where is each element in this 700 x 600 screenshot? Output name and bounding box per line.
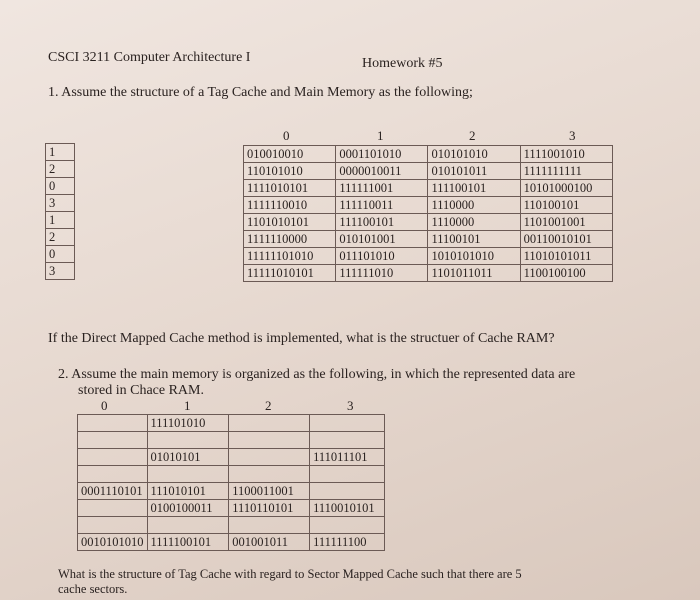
table-cell: 2 bbox=[46, 161, 75, 178]
table-cell: 1101011011 bbox=[428, 265, 520, 282]
table-cell bbox=[78, 500, 148, 517]
table-cell: 1 bbox=[46, 212, 75, 229]
table-cell bbox=[78, 517, 148, 534]
table-cell bbox=[147, 517, 229, 534]
table-cell: 3 bbox=[46, 195, 75, 212]
table-cell: 0 bbox=[46, 246, 75, 263]
table-row bbox=[46, 178, 75, 195]
column-header: 1 bbox=[377, 128, 384, 143]
table-cell: 1110110101 bbox=[229, 500, 310, 517]
table-cell: 11111101010 bbox=[244, 248, 336, 265]
table-cell: 010101010 bbox=[428, 146, 520, 163]
table-cell: 010010010 bbox=[244, 146, 336, 163]
homework-title: Homework #5 bbox=[362, 56, 443, 71]
column-header: 2 bbox=[469, 128, 476, 143]
table-cell: 11010101011 bbox=[520, 248, 612, 265]
table-cell: 1111111111 bbox=[520, 163, 612, 180]
table-row bbox=[78, 449, 385, 466]
table-cell: 10101000100 bbox=[520, 180, 612, 197]
table-cell bbox=[78, 449, 148, 466]
column-header: 2 bbox=[265, 398, 272, 413]
table-cell: 111111100 bbox=[310, 534, 385, 551]
table-row bbox=[78, 432, 385, 449]
table-cell bbox=[147, 432, 229, 449]
table-cell bbox=[310, 483, 385, 500]
table-cell: 110100101 bbox=[520, 197, 612, 214]
table-cell: 00110010101 bbox=[520, 231, 612, 248]
table-row bbox=[46, 212, 75, 229]
tag-cache-table bbox=[45, 143, 75, 280]
table-cell: 2 bbox=[46, 229, 75, 246]
table-cell bbox=[310, 432, 385, 449]
table-cell: 1100100100 bbox=[520, 265, 612, 282]
table-row bbox=[78, 517, 385, 534]
table-cell: 1 bbox=[46, 144, 75, 161]
table-row bbox=[46, 195, 75, 212]
table-row bbox=[46, 161, 75, 178]
table-row bbox=[78, 415, 385, 432]
main-memory-table bbox=[243, 145, 613, 282]
table-cell: 011101010 bbox=[336, 248, 428, 265]
table-cell: 1111001010 bbox=[520, 146, 612, 163]
table-cell: 111111001 bbox=[336, 180, 428, 197]
table-cell bbox=[310, 415, 385, 432]
table-cell: 110101010 bbox=[244, 163, 336, 180]
cache-ram-table bbox=[77, 414, 385, 551]
table-cell: 111110011 bbox=[336, 197, 428, 214]
table-cell: 3 bbox=[46, 263, 75, 280]
table-cell bbox=[78, 415, 148, 432]
q1-question: If the Direct Mapped Cache method is implemented, what is the structuer of Cache RAM? bbox=[48, 331, 555, 346]
table-row bbox=[46, 246, 75, 263]
table-cell: 111011101 bbox=[310, 449, 385, 466]
table-row bbox=[244, 180, 613, 197]
table-cell: 111100101 bbox=[336, 214, 428, 231]
table-cell: 1111110000 bbox=[244, 231, 336, 248]
table-row bbox=[46, 229, 75, 246]
table-row bbox=[244, 197, 613, 214]
table-cell: 11100101 bbox=[428, 231, 520, 248]
table-cell: 1110000 bbox=[428, 197, 520, 214]
table-row bbox=[78, 534, 385, 551]
table-cell bbox=[310, 517, 385, 534]
q2-question-line2: cache sectors. bbox=[58, 582, 128, 596]
table-row bbox=[244, 163, 613, 180]
table-cell: 0100100011 bbox=[147, 500, 229, 517]
column-header: 0 bbox=[101, 398, 108, 413]
table-cell: 111111010 bbox=[336, 265, 428, 282]
table-cell: 1110000 bbox=[428, 214, 520, 231]
table-cell bbox=[78, 432, 148, 449]
table-cell: 1101001001 bbox=[520, 214, 612, 231]
q1-text: 1. Assume the structure of a Tag Cache and Main Memory as the following; bbox=[48, 85, 473, 100]
q2-question-line1: What is the structure of Tag Cache with regard to Sector Mapped Cache such that there are 5 bbox=[58, 567, 522, 581]
table-cell bbox=[229, 449, 310, 466]
table-cell: 111010101 bbox=[147, 483, 229, 500]
table-cell bbox=[78, 466, 148, 483]
table-row bbox=[78, 466, 385, 483]
table-row bbox=[46, 144, 75, 161]
column-header: 3 bbox=[347, 398, 354, 413]
table-cell: 1110010101 bbox=[310, 500, 385, 517]
q2-text-line1: 2. Assume the main memory is organized as the following, in which the represented data are bbox=[58, 367, 576, 382]
table-cell: 11111010101 bbox=[244, 265, 336, 282]
table-row bbox=[46, 263, 75, 280]
table-cell: 0001101010 bbox=[336, 146, 428, 163]
table-cell bbox=[310, 466, 385, 483]
table-row bbox=[244, 214, 613, 231]
table-cell: 1100011001 bbox=[229, 483, 310, 500]
column-header: 1 bbox=[184, 398, 191, 413]
table-row bbox=[244, 265, 613, 282]
table-cell: 01010101 bbox=[147, 449, 229, 466]
table-cell: 010101011 bbox=[428, 163, 520, 180]
table-cell: 1010101010 bbox=[428, 248, 520, 265]
q2-text-line2: stored in Chace RAM. bbox=[78, 383, 204, 398]
table-row bbox=[244, 146, 613, 163]
table-cell bbox=[147, 466, 229, 483]
table-cell: 1111010101 bbox=[244, 180, 336, 197]
table-cell: 0010101010 bbox=[78, 534, 148, 551]
table-row bbox=[78, 483, 385, 500]
course-title: CSCI 3211 Computer Architecture I bbox=[48, 50, 251, 65]
table-cell bbox=[229, 517, 310, 534]
table-cell: 1101010101 bbox=[244, 214, 336, 231]
table-row bbox=[244, 231, 613, 248]
table-cell: 1111110010 bbox=[244, 197, 336, 214]
column-header: 3 bbox=[569, 128, 576, 143]
table-row bbox=[78, 500, 385, 517]
table-cell: 111100101 bbox=[428, 180, 520, 197]
table-cell: 0000010011 bbox=[336, 163, 428, 180]
column-header: 0 bbox=[283, 128, 290, 143]
table-cell: 010101001 bbox=[336, 231, 428, 248]
table-cell bbox=[229, 466, 310, 483]
table-cell: 1111100101 bbox=[147, 534, 229, 551]
table-cell: 0 bbox=[46, 178, 75, 195]
table-cell bbox=[229, 415, 310, 432]
table-cell: 111101010 bbox=[147, 415, 229, 432]
table-row bbox=[244, 248, 613, 265]
table-cell: 001001011 bbox=[229, 534, 310, 551]
table-cell bbox=[229, 432, 310, 449]
table-cell: 0001110101 bbox=[78, 483, 148, 500]
